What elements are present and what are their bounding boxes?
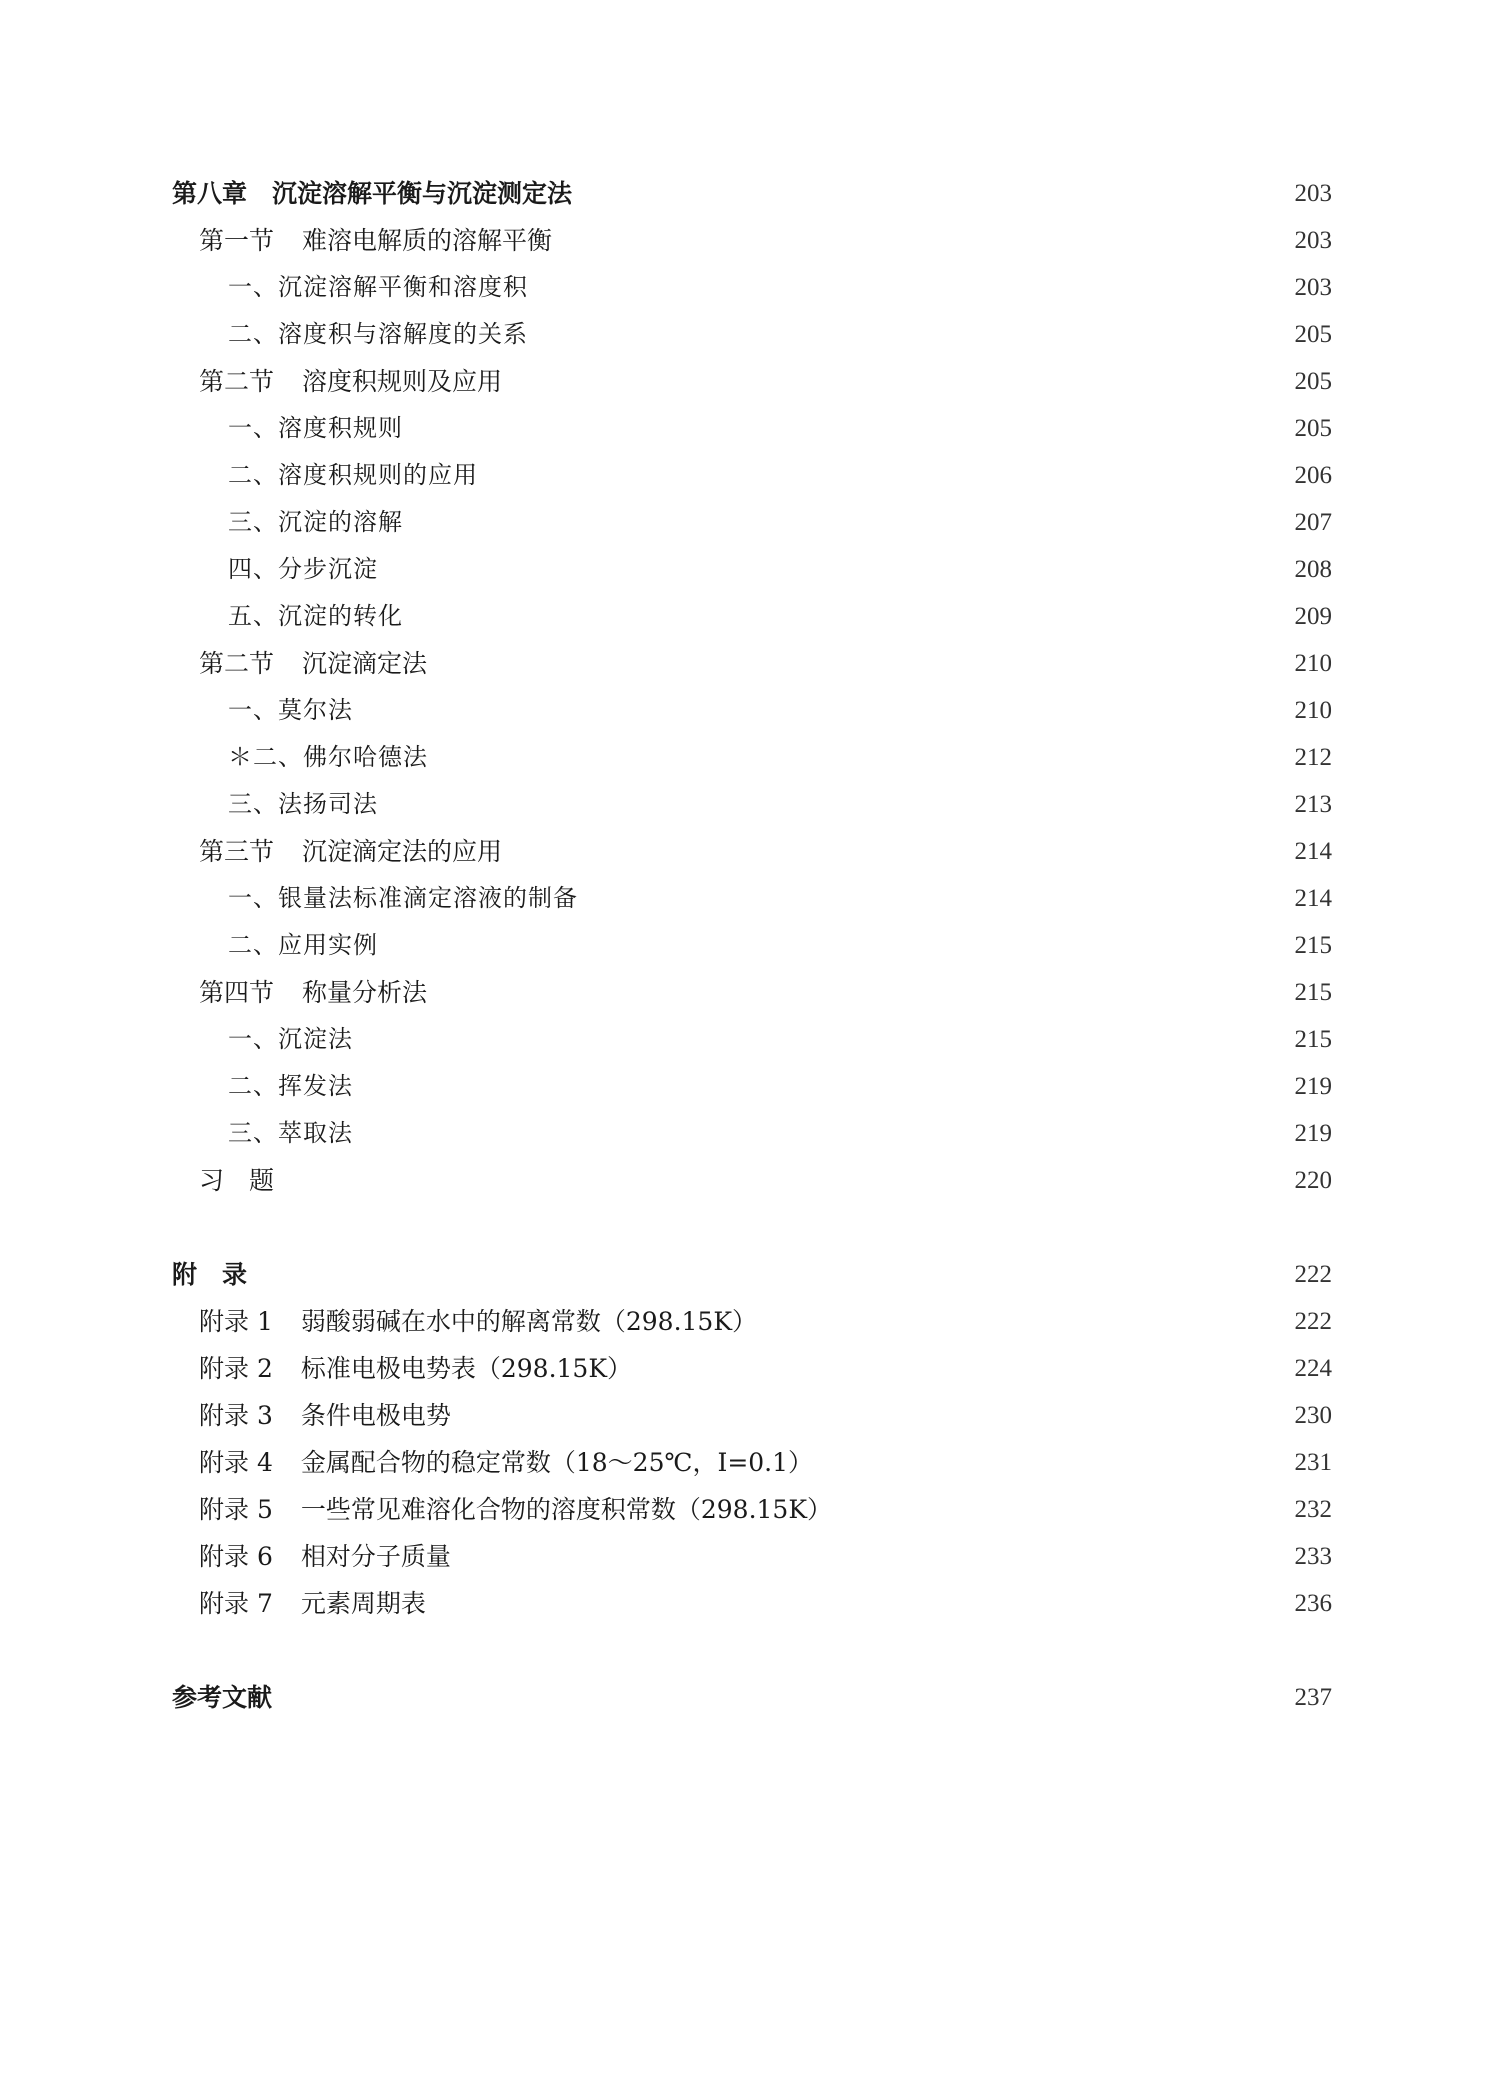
toc-leader-dots xyxy=(534,311,1276,358)
toc-page-number: 215 xyxy=(1294,979,1332,1006)
toc-leader-dots xyxy=(384,781,1276,828)
toc-item[interactable] xyxy=(172,452,1332,499)
toc-entry-title: 条件电极电势 xyxy=(300,1401,451,1430)
toc-leader-dots xyxy=(409,499,1276,546)
toc-entry-title: ＊二、佛尔哈德法 xyxy=(228,743,428,771)
toc-page-number: 230 xyxy=(1294,1402,1332,1429)
toc-leader-dots xyxy=(359,1063,1276,1110)
toc-item[interactable] xyxy=(172,875,1332,922)
toc-leader-dots xyxy=(409,405,1276,452)
toc-page-number: 219 xyxy=(1294,1073,1332,1100)
toc-page-number: 220 xyxy=(1294,1167,1332,1194)
toc-leader-dots xyxy=(434,734,1276,781)
toc-entry-title: 溶度积规则及应用 xyxy=(302,367,503,396)
toc-exercise[interactable] xyxy=(172,1157,1332,1204)
toc-appendix-item[interactable] xyxy=(172,1580,1332,1627)
toc-section-tag: 第二节 xyxy=(199,649,275,678)
toc-entry-title: 沉淀滴定法 xyxy=(302,649,428,678)
toc-leader-dots xyxy=(457,1392,1276,1439)
toc-leader-dots xyxy=(484,452,1276,499)
toc-page-number: 212 xyxy=(1294,744,1332,771)
toc-entry-title: 习 题 xyxy=(199,1166,275,1195)
toc-entry-title: 附 录 xyxy=(172,1260,248,1289)
toc-entry-title: 称量分析法 xyxy=(302,978,428,1007)
toc-appendix-item[interactable] xyxy=(172,1392,1332,1439)
toc-section[interactable] xyxy=(172,969,1332,1016)
toc-appendix-tag: 附录 6 xyxy=(199,1542,273,1571)
toc-appendix-item[interactable] xyxy=(172,1533,1332,1580)
toc-leader-dots xyxy=(584,875,1276,922)
toc-item[interactable] xyxy=(172,546,1332,593)
toc-entry-title: 四、分步沉淀 xyxy=(228,555,378,583)
toc-page-number: 205 xyxy=(1294,415,1332,442)
toc-entry-title: 一、溶度积规则 xyxy=(228,414,403,442)
toc-page-number: 222 xyxy=(1294,1308,1332,1335)
toc-leader-dots xyxy=(253,1251,1276,1298)
toc-leader-dots xyxy=(578,170,1276,217)
toc-item[interactable] xyxy=(172,264,1332,311)
toc-leader-dots xyxy=(359,1016,1276,1063)
toc-item[interactable] xyxy=(172,405,1332,452)
toc-page-number: 213 xyxy=(1294,791,1332,818)
toc-page-number: 237 xyxy=(1294,1684,1332,1711)
toc-leader-dots xyxy=(278,1674,1276,1721)
toc-leader-dots xyxy=(359,687,1276,734)
toc-entry-title: 参考文献 xyxy=(172,1683,273,1712)
toc-page-number: 210 xyxy=(1294,650,1332,677)
toc-page-number: 215 xyxy=(1294,1026,1332,1053)
toc-appendix-tag: 附录 1 xyxy=(199,1307,273,1336)
toc-section[interactable] xyxy=(172,358,1332,405)
toc-leader-dots xyxy=(384,546,1276,593)
toc-page-number: 214 xyxy=(1294,885,1332,912)
toc-appendix-tag: 附录 4 xyxy=(199,1448,273,1477)
toc-leader-dots xyxy=(359,1110,1276,1157)
toc-appendix[interactable] xyxy=(172,1251,1332,1298)
toc-item[interactable] xyxy=(172,1110,1332,1157)
toc-page-number: 231 xyxy=(1294,1449,1332,1476)
toc-page-number: 207 xyxy=(1294,509,1332,536)
toc-entry-title: 三、法扬司法 xyxy=(228,790,378,818)
toc-leader-dots xyxy=(409,593,1276,640)
toc-entry-title: 一、银量法标准滴定溶液的制备 xyxy=(228,884,578,912)
toc-leader-dots xyxy=(432,1580,1276,1627)
toc-page-number: 222 xyxy=(1294,1261,1332,1288)
toc-spacer xyxy=(172,1627,1332,1674)
toc-entry-title: 标准电极电势表（298.15K） xyxy=(300,1354,633,1383)
toc-page-number: 233 xyxy=(1294,1543,1332,1570)
toc-item[interactable] xyxy=(172,781,1332,828)
toc-entry-title: 二、溶度积规则的应用 xyxy=(228,461,478,489)
toc-entry-title: 难溶电解质的溶解平衡 xyxy=(302,226,553,255)
toc-entry-title: 二、挥发法 xyxy=(228,1072,353,1100)
toc-appendix-tag: 附录 7 xyxy=(199,1589,273,1618)
toc-entry-title: 相对分子质量 xyxy=(300,1542,451,1571)
toc-appendix-item[interactable] xyxy=(172,1345,1332,1392)
toc-item[interactable] xyxy=(172,734,1332,781)
toc-leader-dots xyxy=(280,1157,1276,1204)
toc-entry-title: 一些常见难溶化合物的溶度积常数（298.15K） xyxy=(300,1495,833,1524)
toc-leader-dots xyxy=(384,922,1276,969)
toc-leader-dots xyxy=(534,264,1276,311)
toc-item[interactable] xyxy=(172,499,1332,546)
toc-leader-dots xyxy=(558,217,1276,264)
toc-leader-dots xyxy=(838,1486,1276,1533)
toc-leader-dots xyxy=(433,640,1276,687)
toc-item[interactable] xyxy=(172,593,1332,640)
toc-section-tag: 第四节 xyxy=(199,978,275,1007)
toc-leader-dots xyxy=(508,828,1276,875)
toc-entry-title: 一、沉淀法 xyxy=(228,1025,353,1053)
toc-entry-title: 元素周期表 xyxy=(300,1589,426,1618)
toc-section-tag: 第一节 xyxy=(199,226,275,255)
toc-page-number: 208 xyxy=(1294,556,1332,583)
toc-leader-dots xyxy=(763,1298,1276,1345)
toc-entry-title: 金属配合物的稳定常数（18～25℃，I=0.1） xyxy=(300,1448,814,1477)
toc-item[interactable] xyxy=(172,687,1332,734)
toc-entry-title: 第八章 沉淀溶解平衡与沉淀测定法 xyxy=(172,179,573,208)
toc-page-number: 215 xyxy=(1294,932,1332,959)
toc-page-number: 232 xyxy=(1294,1496,1332,1523)
toc-appendix-item[interactable] xyxy=(172,1486,1332,1533)
toc-page-number: 203 xyxy=(1294,180,1332,207)
toc-page-number: 219 xyxy=(1294,1120,1332,1147)
toc-page-number: 205 xyxy=(1294,321,1332,348)
toc-appendix-tag: 附录 5 xyxy=(199,1495,273,1524)
toc-page-number: 205 xyxy=(1294,368,1332,395)
toc-entry-title: 一、沉淀溶解平衡和溶度积 xyxy=(228,273,528,301)
toc-references[interactable] xyxy=(172,1674,1332,1721)
toc-leader-dots xyxy=(819,1439,1276,1486)
toc-item[interactable] xyxy=(172,311,1332,358)
toc-page-number: 206 xyxy=(1294,462,1332,489)
toc-entry-title: 一、莫尔法 xyxy=(228,696,353,724)
toc-leader-dots xyxy=(457,1533,1276,1580)
toc-entry-title: 三、萃取法 xyxy=(228,1119,353,1147)
toc-item[interactable] xyxy=(172,922,1332,969)
toc-entry-title: 五、沉淀的转化 xyxy=(228,602,403,630)
toc-leader-dots xyxy=(638,1345,1276,1392)
toc-appendix-tag: 附录 3 xyxy=(199,1401,273,1430)
toc-entry-title: 二、溶度积与溶解度的关系 xyxy=(228,320,528,348)
toc-page-number: 203 xyxy=(1294,274,1332,301)
toc-leader-dots xyxy=(508,358,1276,405)
toc-page-number: 236 xyxy=(1294,1590,1332,1617)
toc-leader-dots xyxy=(433,969,1276,1016)
toc-entry-title: 三、沉淀的溶解 xyxy=(228,508,403,536)
toc-entry-title: 二、应用实例 xyxy=(228,931,378,959)
toc-item[interactable] xyxy=(172,1063,1332,1110)
toc-section-tag: 第二节 xyxy=(199,367,275,396)
toc-entry-title: 弱酸弱碱在水中的解离常数（298.15K） xyxy=(300,1307,758,1336)
toc-spacer xyxy=(172,1204,1332,1251)
toc-appendix-item[interactable] xyxy=(172,1298,1332,1345)
toc-section[interactable] xyxy=(172,828,1332,875)
toc-appendix-item[interactable] xyxy=(172,1439,1332,1486)
table-of-contents xyxy=(172,170,1332,1721)
toc-entry-title: 沉淀滴定法的应用 xyxy=(302,837,503,866)
toc-page-number: 224 xyxy=(1294,1355,1332,1382)
toc-page-number: 210 xyxy=(1294,697,1332,724)
toc-section[interactable] xyxy=(172,217,1332,264)
toc-appendix-tag: 附录 2 xyxy=(199,1354,273,1383)
toc-section[interactable] xyxy=(172,640,1332,687)
toc-item[interactable] xyxy=(172,1016,1332,1063)
toc-section-tag: 第三节 xyxy=(199,837,275,866)
toc-page-number: 203 xyxy=(1294,227,1332,254)
toc-chapter-8[interactable] xyxy=(172,170,1332,217)
toc-page-number: 214 xyxy=(1294,838,1332,865)
toc-page-number: 209 xyxy=(1294,603,1332,630)
